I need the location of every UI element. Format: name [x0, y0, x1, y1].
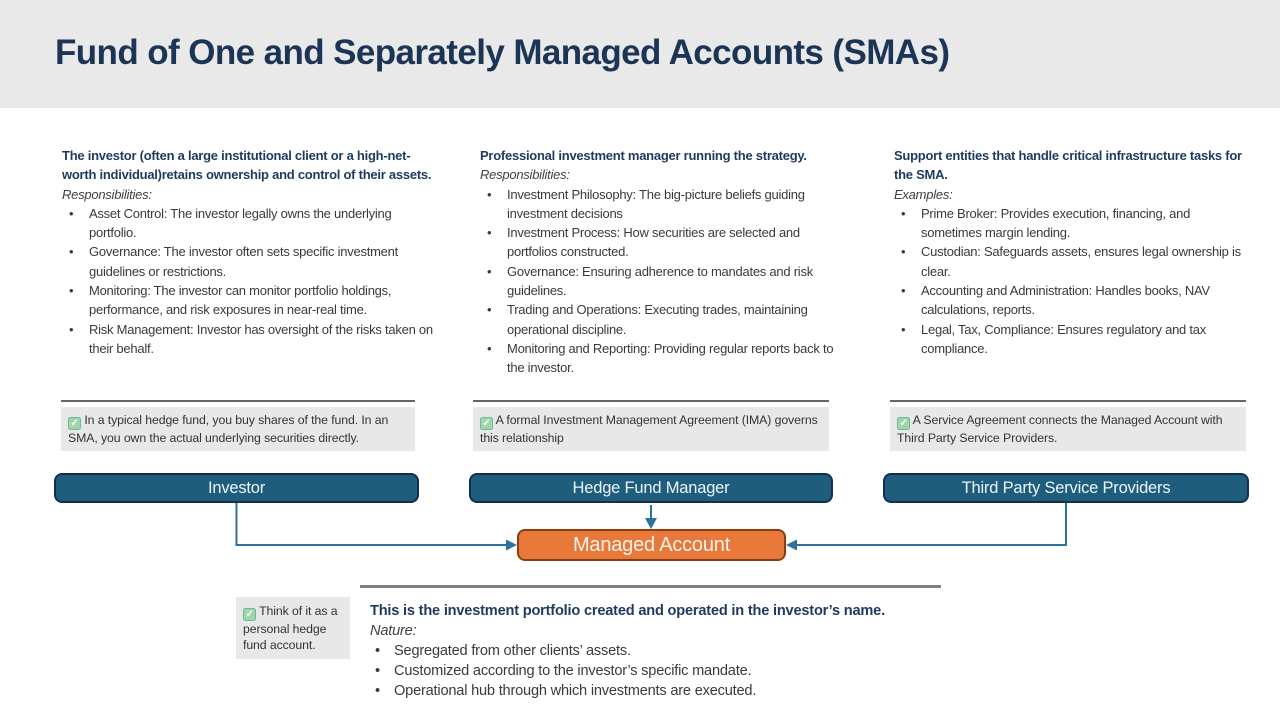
check-icon: ✓ [243, 608, 256, 621]
list-item: • Trading and Operations: Executing trades, maintaining operational discipline. [480, 300, 852, 339]
list-item: • Investment Process: How securities are selected and portfolios constructed. [480, 223, 852, 262]
divider [61, 400, 415, 402]
list-item: • Accounting and Administration: Handles books, NAV calculations, reports. [894, 281, 1254, 320]
managed-account-list-label: Nature: [370, 623, 417, 639]
list-item: • Prime Broker: Provides execution, financing, and sometimes margin lending. [894, 204, 1254, 243]
manager-callout-text: A formal Investment Management Agreement (IMA) governs this relationship [480, 413, 818, 445]
list-item: • Risk Management: Investor has oversight of the risks taken on their behalf. [62, 320, 434, 359]
check-icon: ✓ [480, 417, 493, 430]
third-party-callout-text: A Service Agreement connects the Managed Account with Third Party Service Providers. [897, 413, 1223, 445]
third-party-list-label: Examples: [894, 186, 953, 202]
manager-column [480, 146, 852, 378]
hedge-fund-manager-box: Hedge Fund Manager [469, 473, 833, 503]
list-item: • Segregated from other clients’ assets. [370, 641, 970, 661]
third-party-intro: Support entities that handle critical infrastructure tasks for the SMA. [894, 148, 1242, 183]
check-icon: ✓ [68, 417, 81, 430]
list-item: • Governance: Ensuring adherence to mandates and risk guidelines. [480, 262, 852, 301]
list-item: • Customized according to the investor’s specific mandate. [370, 661, 970, 681]
investor-column [62, 146, 434, 358]
manager-callout [473, 407, 829, 451]
list-item: • Monitoring and Reporting: Providing regular reports back to the investor. [480, 339, 852, 378]
check-icon: ✓ [897, 417, 910, 430]
managed-account-bullet-list [370, 641, 970, 701]
third-party-column [894, 146, 1254, 358]
managed-account-callout [236, 597, 350, 659]
list-item: • Custodian: Safeguards assets, ensures legal ownership is clear. [894, 242, 1254, 281]
managed-account-callout-text: Think of it as a personal hedge fund account. [243, 604, 338, 652]
list-item: • Operational hub through which investments are executed. [370, 681, 970, 701]
manager-list-label: Responsibilities: [480, 167, 570, 183]
investor-intro: The investor (often a large institutional client or a high-net-worth individual)retains ownership and control of their assets. [62, 148, 432, 183]
third-party-callout [890, 407, 1246, 451]
managed-account-intro: This is the investment portfolio created and operated in the investor’s name. [370, 603, 885, 619]
list-item: • Legal, Tax, Compliance: Ensures regulatory and tax compliance. [894, 320, 1254, 359]
header-band [0, 0, 1280, 108]
divider [473, 400, 829, 402]
divider [360, 585, 941, 588]
investor-bullet-list [62, 204, 434, 358]
list-item: • Monitoring: The investor can monitor portfolio holdings, performance, and risk exposures in near-real time. [62, 281, 434, 320]
manager-bullet-list [480, 185, 852, 378]
managed-account-box: Managed Account [517, 529, 786, 561]
list-item: • Governance: The investor often sets specific investment guidelines or restrictions. [62, 242, 434, 281]
investor-callout [61, 407, 415, 451]
managed-account-description [370, 601, 970, 701]
list-item: • Asset Control: The investor legally owns the underlying portfolio. [62, 204, 434, 243]
divider [890, 400, 1246, 402]
investor-box: Investor [54, 473, 419, 503]
third-party-bullet-list [894, 204, 1254, 358]
list-item: • Investment Philosophy: The big-picture beliefs guiding investment decisions [480, 185, 852, 224]
investor-callout-text: In a typical hedge fund, you buy shares of the fund. In an SMA, you own the actual underlying securities directly. [68, 413, 389, 445]
page-title: Fund of One and Separately Managed Accounts (SMAs) [55, 33, 950, 72]
manager-intro: Professional investment manager running the strategy. [480, 148, 807, 163]
third-party-box: Third Party Service Providers [883, 473, 1249, 503]
investor-list-label: Responsibilities: [62, 186, 152, 202]
